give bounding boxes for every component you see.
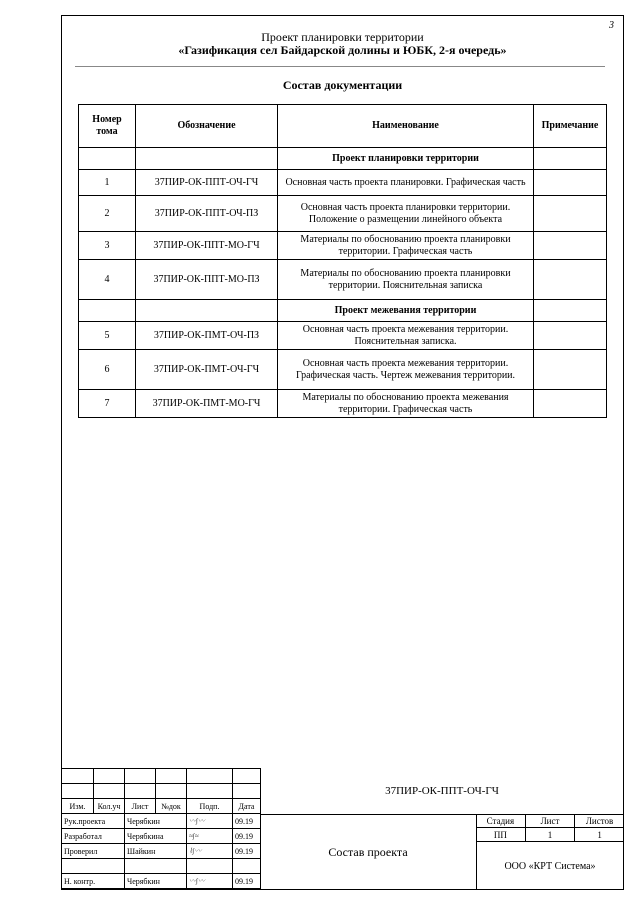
signer-role: Н. контр. bbox=[62, 874, 125, 889]
signer-name: Черябкин bbox=[125, 874, 187, 889]
stamp-label-count: Кол.уч bbox=[94, 799, 125, 814]
designation-cell: 37ПИР-ОК-ПМТ-ОЧ-ПЗ bbox=[136, 322, 278, 350]
signer-role: Проверил bbox=[62, 844, 125, 859]
volume-number-cell: 5 bbox=[79, 322, 136, 350]
note-cell bbox=[534, 232, 607, 260]
name-cell: Основная часть проекта межевания территории. Графическая часть. Чертеж межевания территории. bbox=[278, 350, 534, 390]
stamp-label-change: Изм. bbox=[62, 799, 94, 814]
signer-row bbox=[62, 874, 261, 889]
signer-name: Черябкина bbox=[125, 829, 187, 844]
name-cell: Основная часть проекта межевания территории. Пояснительная записка. bbox=[278, 322, 534, 350]
name-cell: Материалы по обоснованию проекта межевания территории. Графическая часть bbox=[278, 390, 534, 418]
table-row bbox=[79, 196, 607, 232]
table-row bbox=[79, 350, 607, 390]
organization-name: ООО «КРТ Система» bbox=[504, 860, 596, 872]
sheets-value: 1 bbox=[575, 828, 624, 842]
designation-cell: 37ПИР-ОК-ПМТ-МО-ГЧ bbox=[136, 390, 278, 418]
designation-cell: 37ПИР-ОК-ППТ-МО-ГЧ bbox=[136, 232, 278, 260]
group-row bbox=[79, 300, 607, 322]
note-cell bbox=[534, 322, 607, 350]
page-number: 3 bbox=[609, 20, 614, 31]
note-cell bbox=[534, 170, 607, 196]
header-title: Проект планировки территории bbox=[261, 30, 424, 44]
document-title: Состав проекта bbox=[260, 814, 477, 890]
signature-image: ⌇∫〰 bbox=[187, 844, 233, 859]
signature-image: 〰∫〰 bbox=[187, 874, 233, 889]
group-row bbox=[79, 148, 607, 170]
signature-image: ≈∫≈ bbox=[187, 829, 233, 844]
sheets-label: Листов bbox=[575, 814, 624, 828]
sheet-value: 1 bbox=[525, 828, 574, 842]
signer-name: Шайкин bbox=[125, 844, 187, 859]
signer-row bbox=[62, 814, 261, 829]
document-code: 37ПИР-ОК-ППТ-ОЧ-ГЧ bbox=[260, 768, 624, 815]
signer-row bbox=[62, 844, 261, 859]
note-cell bbox=[534, 300, 607, 322]
signer-row bbox=[62, 829, 261, 844]
documentation-table bbox=[78, 104, 607, 418]
volume-number-cell: 2 bbox=[79, 196, 136, 232]
header-project-name: «Газификация сел Байдарской долины и ЮБК, 2-я очередь» bbox=[178, 43, 507, 57]
note-cell bbox=[534, 350, 607, 390]
column-header-name: Наименование bbox=[278, 105, 534, 148]
designation-cell: 37ПИР-ОК-ППТ-ОЧ-ГЧ bbox=[136, 170, 278, 196]
title-block bbox=[61, 768, 624, 890]
name-cell: Материалы по обоснованию проекта планировки территории. Графическая часть bbox=[278, 232, 534, 260]
stamp-label-sheet: Лист bbox=[125, 799, 156, 814]
signer-role: Рук.проекта bbox=[62, 814, 125, 829]
sheet-label: Лист bbox=[525, 814, 574, 828]
designation-cell: 37ПИР-ОК-ППТ-ОЧ-ПЗ bbox=[136, 196, 278, 232]
stage-value: ПП bbox=[476, 828, 525, 842]
table-row bbox=[79, 232, 607, 260]
signer-date: 09.19 bbox=[233, 814, 261, 829]
signer-role: Разработал bbox=[62, 829, 125, 844]
volume-number-cell: 6 bbox=[79, 350, 136, 390]
table-row bbox=[79, 170, 607, 196]
volume-number-cell: 7 bbox=[79, 390, 136, 418]
table-row bbox=[79, 390, 607, 418]
volume-number-cell: 3 bbox=[79, 232, 136, 260]
table-row bbox=[79, 260, 607, 300]
note-cell bbox=[534, 148, 607, 170]
volume-number-cell bbox=[79, 148, 136, 170]
volume-number-cell: 1 bbox=[79, 170, 136, 196]
stamp-header-row bbox=[62, 799, 261, 814]
stage-sheet-table bbox=[476, 814, 624, 842]
column-header-volume: Номер тома bbox=[79, 105, 136, 148]
name-cell: Проект планировки территории bbox=[278, 148, 534, 170]
column-header-designation: Обозначение bbox=[136, 105, 278, 148]
note-cell bbox=[534, 390, 607, 418]
table-row bbox=[79, 322, 607, 350]
signer-date: 09.19 bbox=[233, 844, 261, 859]
signer-date: 09.19 bbox=[233, 829, 261, 844]
column-header-note: Примечание bbox=[534, 105, 607, 148]
stamp-label-signature: Подп. bbox=[187, 799, 233, 814]
signature-image: 〰∫〰 bbox=[187, 814, 233, 829]
designation-cell: 37ПИР-ОК-ППТ-МО-ПЗ bbox=[136, 260, 278, 300]
designation-cell bbox=[136, 148, 278, 170]
volume-number-cell: 4 bbox=[79, 260, 136, 300]
table-body bbox=[79, 148, 607, 418]
signer-date: 09.19 bbox=[233, 874, 261, 889]
signature-table bbox=[61, 768, 261, 889]
stamp-label-date: Дата bbox=[233, 799, 261, 814]
name-cell: Проект межевания территории bbox=[278, 300, 534, 322]
signer-name: Черябкин bbox=[125, 814, 187, 829]
designation-cell: 37ПИР-ОК-ПМТ-ОЧ-ГЧ bbox=[136, 350, 278, 390]
table-header-row bbox=[79, 105, 607, 148]
note-cell bbox=[534, 260, 607, 300]
header-divider bbox=[75, 66, 605, 67]
name-cell: Основная часть проекта планировки. Графическая часть bbox=[278, 170, 534, 196]
stamp-label-docno: №док bbox=[156, 799, 187, 814]
section-title: Состав документации bbox=[282, 78, 403, 92]
volume-number-cell bbox=[79, 300, 136, 322]
name-cell: Материалы по обоснованию проекта планировки территории. Пояснительная записка bbox=[278, 260, 534, 300]
designation-cell bbox=[136, 300, 278, 322]
stage-label: Стадия bbox=[476, 814, 525, 828]
note-cell bbox=[534, 196, 607, 232]
name-cell: Основная часть проекта планировки территории. Положение о размещении линейного объекта bbox=[278, 196, 534, 232]
